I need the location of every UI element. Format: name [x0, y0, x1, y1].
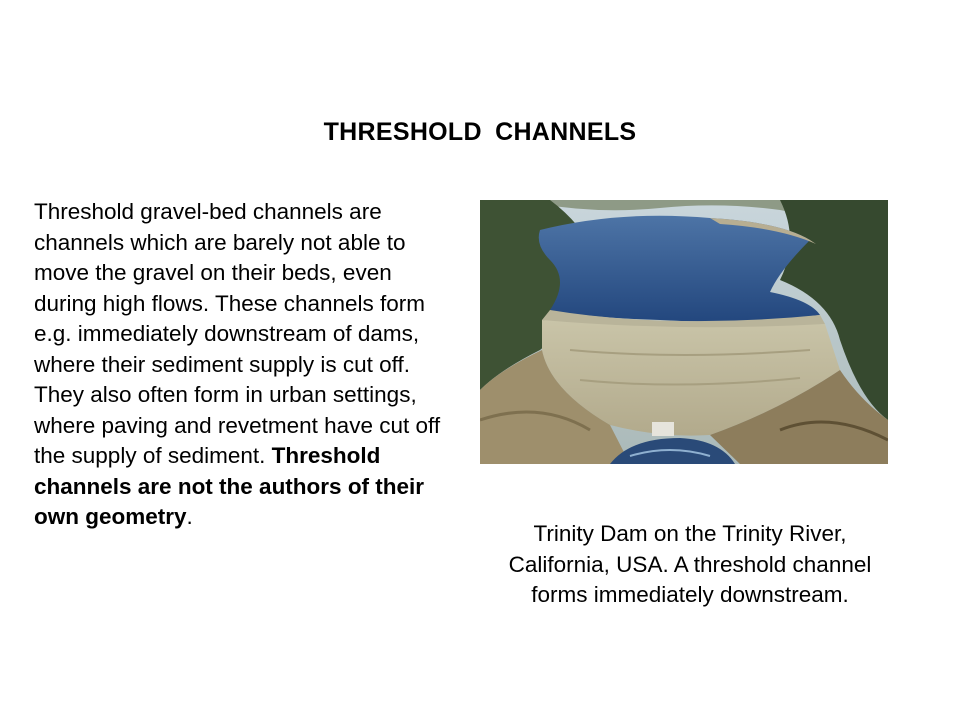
body-paragraph — [34, 197, 454, 533]
body-emphasis-text: Threshold channels are not the authors of their own geometry — [34, 443, 425, 529]
dam-photo — [480, 200, 888, 464]
photo-caption: Trinity Dam on the Trinity River, California, USA. A threshold channel forms immediately downstream. — [508, 521, 872, 607]
trinity-dam-illustration — [480, 200, 888, 464]
body-intro-text: Threshold gravel-bed channels are channels which are barely not able to move the gravel on their beds, even during high flows. These channels form e.g. immediately downstream of dams, where their sediment supply is cut off. They also often form in urban settings, where paving and revetment have cut off the supply of sediment. — [34, 199, 441, 468]
slide-title: THRESHOLD CHANNELS — [323, 118, 637, 146]
body-end-text: . — [186, 504, 193, 529]
